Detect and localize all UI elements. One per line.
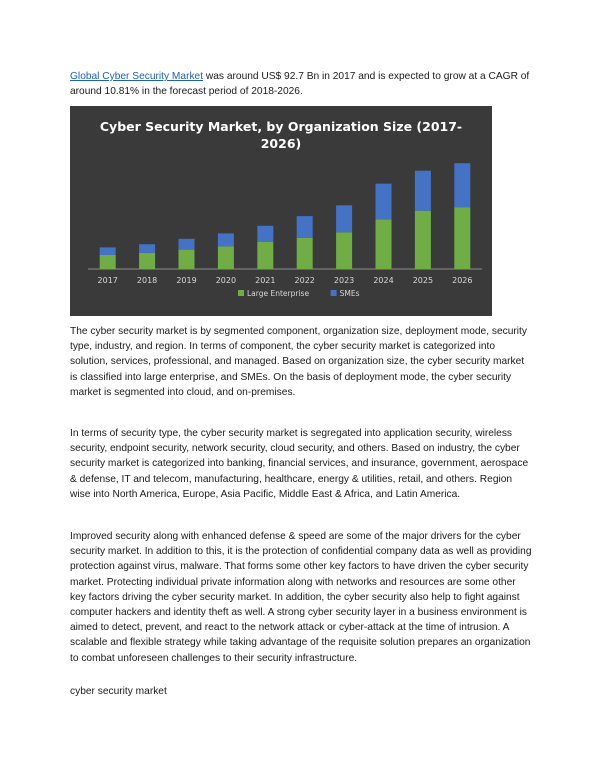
bars-group: [100, 163, 471, 269]
bar-large-enterprise-2017: [100, 255, 116, 269]
x-tick-label-2024: 2024: [373, 276, 394, 285]
chart-svg: [70, 106, 492, 316]
bar-smes-2024: [376, 184, 392, 220]
bar-large-enterprise-2023: [336, 232, 352, 269]
chart-title-line-1: Cyber Security Market, by Organization Size (2017-: [99, 119, 463, 134]
bar-smes-2026: [454, 163, 470, 207]
bar-large-enterprise-2020: [218, 246, 234, 269]
bar-large-enterprise-2026: [454, 207, 470, 269]
intro-text: was around US$ 92.7 Bn in 2017 and is expected to grow at a CAGR of around 10.81% in the forecast period of 2018-2026.: [70, 71, 530, 98]
legend-swatch-large-enterprise: [238, 290, 244, 296]
x-tick-label-2026: 2026: [452, 276, 473, 285]
x-tick-label-2018: 2018: [136, 276, 158, 285]
global-cyber-security-market-link[interactable]: Global Cyber Security Market: [70, 71, 204, 82]
bar-smes-2020: [218, 233, 234, 246]
bar-large-enterprise-2021: [257, 242, 273, 269]
legend-swatch-smes: [331, 290, 337, 296]
x-tick-label-2021: 2021: [255, 276, 276, 285]
chart-title-line-2: 2026): [260, 136, 302, 151]
bar-smes-2018: [139, 244, 155, 253]
bar-smes-2025: [415, 171, 431, 211]
legend-label-large-enterprise: Large Enterprise: [247, 289, 310, 298]
bar-smes-2023: [336, 205, 352, 232]
x-tick-label-2023: 2023: [333, 276, 355, 285]
cyber-security-market-chart: [70, 106, 492, 316]
paragraph-security-type: In terms of security type, the cyber security market is segregated into application security, wireless security, endpoint security, network security, cloud security, and others. Based on industry, the cyber security market is categorized into banking, financial services, and insurance, government, aerospace & defense, IT and telecom, manufacturing, healthcare, energy & utilities, retail, and others. Region wise into North America, Europe, Asia Pacific, Middle East & Africa, and Latin America.: [70, 428, 529, 500]
x-tick-label-2025: 2025: [412, 276, 434, 285]
bar-large-enterprise-2019: [179, 250, 195, 269]
paragraph-drivers: Improved security along with enhanced defense & speed are some of the major drivers for the cyber security market. In addition to this, it is the protection of confidential company data as well as providing protection against virus, malware. That forms some other key factors to have driven the cyber security market. Protecting individual private information along with networks and resources are some other key factors driving the cyber security market. In addition, the cyber security also help to fight against computer hackers and identity theft as well. A strong cyber security layer in a business environment is aimed to detect, prevent, and react to the network attack or cyber-attack at the time of intrusion. A scalable and flexible strategy while taking advantage of the requisite solution prepares an organization to combat unforeseen challenges to their security infrastructure.: [70, 531, 532, 664]
bar-large-enterprise-2018: [139, 253, 155, 269]
bar-large-enterprise-2024: [376, 219, 392, 269]
x-tick-label-2019: 2019: [176, 276, 197, 285]
footer-keyword: cyber security market: [70, 686, 167, 697]
bar-smes-2019: [179, 239, 195, 250]
bar-smes-2021: [257, 226, 273, 242]
bar-smes-2022: [297, 216, 313, 238]
intro-paragraph: [70, 69, 532, 99]
paragraph-segmentation: The cyber security market is by segmented component, organization size, deployment mode, security type, industry, and region. In terms of component, the cyber security market is categorized into solution, services, professional, and managed. Based on organization size, the cyber security market is classified into large enterprise, and SMEs. On the basis of deployment mode, the cyber security market is segmented into cloud, and on-premises.: [70, 326, 527, 398]
bar-large-enterprise-2025: [415, 211, 431, 269]
x-tick-label-2022: 2022: [294, 276, 315, 285]
bar-large-enterprise-2022: [297, 238, 313, 269]
x-tick-label-2017: 2017: [97, 276, 118, 285]
x-tick-label-2020: 2020: [215, 276, 237, 285]
chart-legend: [238, 289, 360, 298]
legend-label-smes: SMEs: [339, 289, 360, 298]
bar-smes-2017: [100, 247, 116, 255]
x-tick-labels: [98, 276, 473, 285]
